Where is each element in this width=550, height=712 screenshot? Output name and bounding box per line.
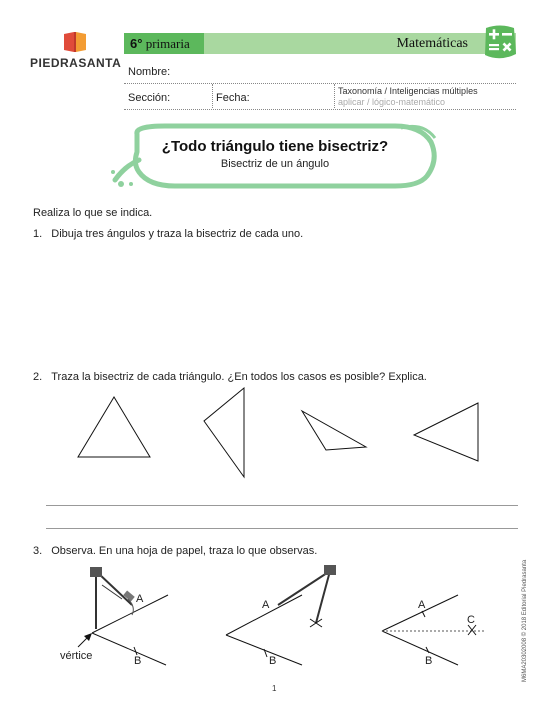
title-banner-shape: [105, 120, 445, 194]
seccion-label: Sección:: [128, 92, 171, 104]
question-1-text: Dibuja tres ángulos y traza la bisectriz de cada uno.: [51, 228, 304, 240]
label-a-3: A: [418, 599, 426, 611]
step-2-figure: [226, 565, 336, 665]
fecha-divider: [334, 84, 336, 108]
question-1: [33, 228, 303, 240]
worksheet-subtitle: Bisectriz de un ángulo: [220, 158, 330, 170]
triangle-4: [414, 403, 478, 461]
question-2-number: 2.: [33, 371, 43, 383]
seccion-row-underline[interactable]: [124, 108, 516, 110]
step-3-figure: [382, 595, 486, 665]
label-c-3: C: [467, 614, 475, 626]
subject-title: Matemáticas: [396, 36, 468, 51]
grade-number: 6°: [130, 36, 143, 51]
question-2: [33, 371, 427, 383]
triangle-1: [78, 397, 150, 457]
answer-line-2[interactable]: [46, 528, 518, 529]
math-operations-icon: [483, 24, 517, 60]
fecha-label: Fecha:: [216, 92, 250, 104]
question-2-text: Traza la bisectriz de cada triángulo. ¿En todos los casos es posible? Explica.: [51, 371, 427, 383]
worksheet-title: ¿Todo triángulo tiene bisectriz?: [161, 138, 389, 155]
logo-book-icon: [62, 30, 88, 54]
question-3: [33, 545, 317, 557]
taxonomia-text: Taxonomía / Inteligencias múltiples: [338, 86, 478, 96]
label-b-3: B: [425, 655, 433, 667]
instructions: Realiza lo que se indica.: [33, 207, 153, 219]
question-1-number: 1.: [33, 228, 43, 240]
nombre-label: Nombre:: [128, 66, 171, 78]
label-b-2: B: [269, 655, 277, 667]
page-number: 1: [272, 684, 277, 693]
side-copyright: M6MA20302008 © 2018 Editorial Piedrasanta: [522, 559, 528, 682]
grade-badge: [124, 33, 204, 54]
answer-line-1[interactable]: [46, 505, 518, 506]
nombre-field[interactable]: [124, 82, 516, 84]
label-b-1: B: [134, 655, 142, 667]
label-a-1: A: [136, 593, 144, 605]
taxonomia-values: aplicar / lógico-matemático: [338, 97, 446, 107]
triangle-2: [204, 388, 244, 477]
grade-label: primaria: [145, 36, 190, 51]
question-3-text: Observa. En una hoja de papel, traza lo que observas.: [51, 545, 318, 557]
logo-text: PIEDRASANTA: [30, 56, 122, 70]
seccion-divider: [212, 84, 214, 108]
question-3-number: 3.: [33, 545, 43, 557]
label-a-2: A: [262, 599, 270, 611]
triangle-3: [302, 411, 366, 450]
triangles-figure: [60, 385, 480, 485]
label-vertice: vértice: [60, 650, 93, 662]
